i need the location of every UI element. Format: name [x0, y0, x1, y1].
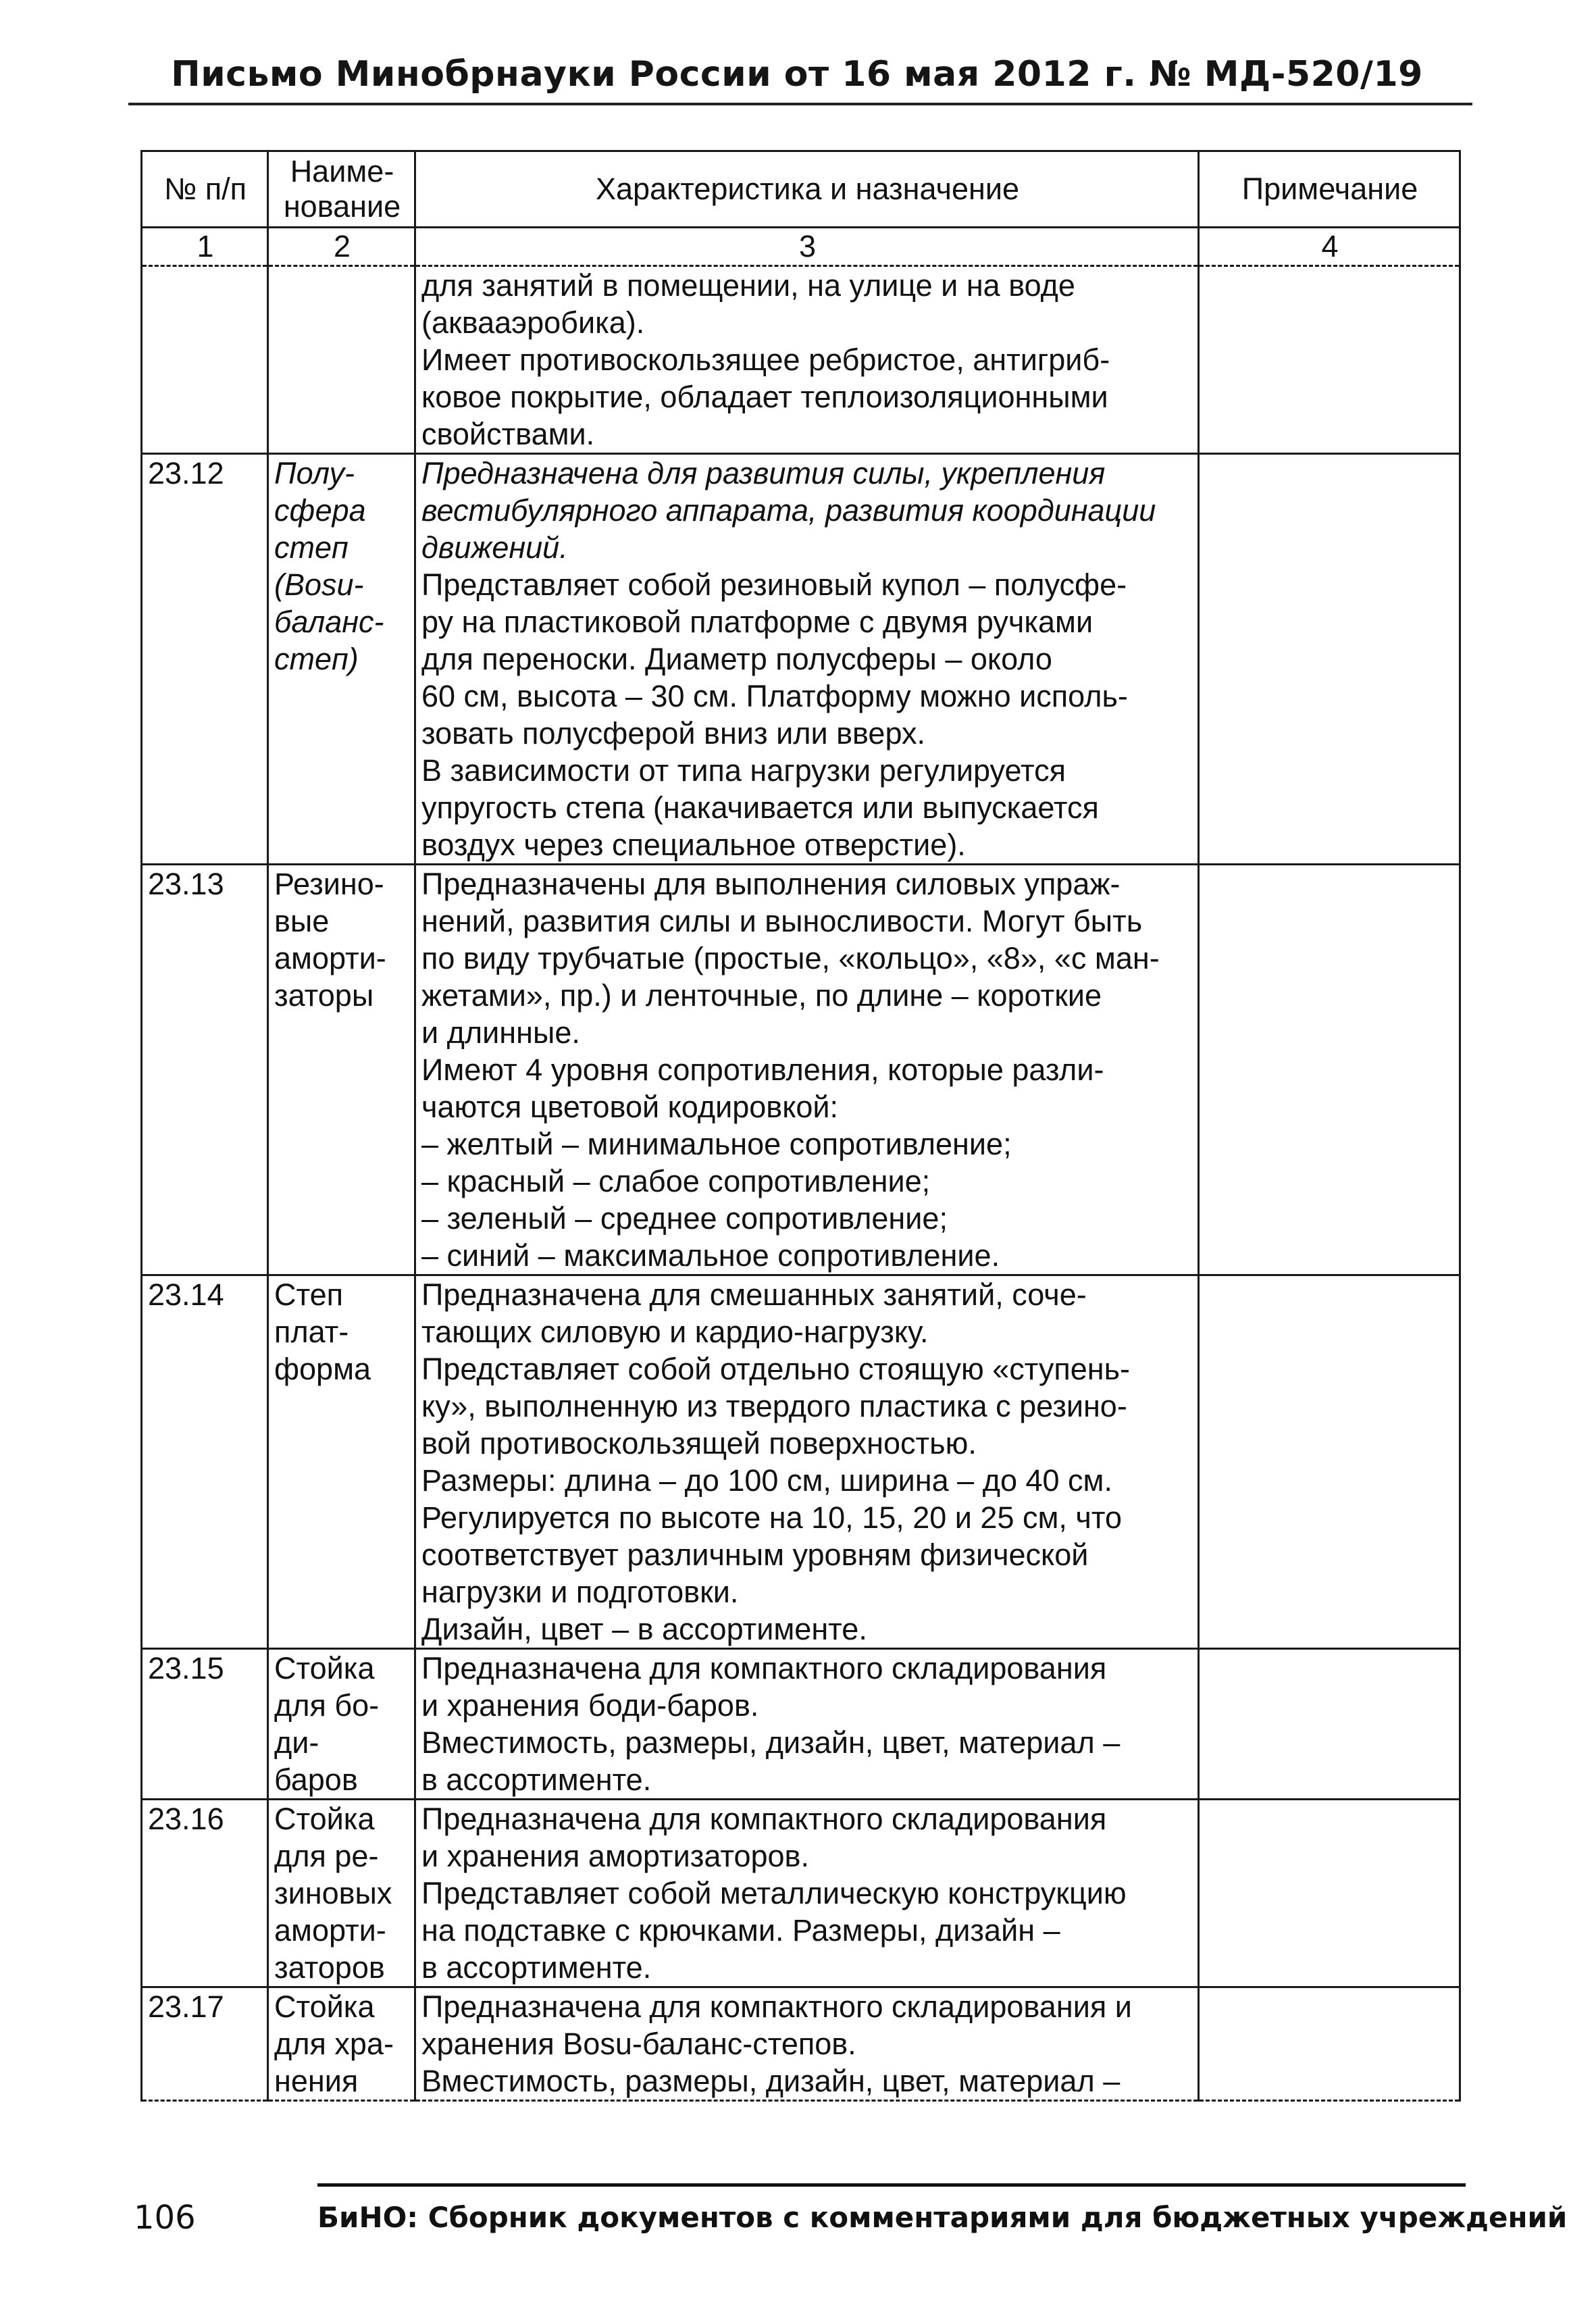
table-row [142, 1275, 1460, 1649]
row-description-cell [415, 1649, 1199, 1800]
row-number-cell: 23.15 [142, 1649, 268, 1800]
text-line: на подставке с крючками. Размеры, дизайн – [421, 1913, 1060, 1948]
page-number: 106 [134, 2199, 196, 2237]
row-note-cell [1199, 865, 1460, 1275]
text-line: вой противоскользящей поверхностью. [421, 1426, 977, 1460]
text-line: ру на пластиковой платформе с двумя ручками [421, 605, 1093, 639]
column-numbering-row [142, 228, 1460, 266]
text-line: для переноски. Диаметр полусферы – около [421, 642, 1052, 676]
text-line: заторы [274, 978, 374, 1013]
text-line: для занятий в помещении, на улице и на воде [421, 268, 1075, 303]
text-line: (Bosu- [274, 567, 364, 602]
text-line: Представляет собой резиновый купол – полусфе- [421, 567, 1127, 602]
text-line: Вместимость, размеры, дизайн, цвет, материал – [421, 2064, 1121, 2098]
text-line: в ассортименте. [421, 1950, 652, 1985]
text-line: – синий – максимальное сопротивление. [421, 1238, 1000, 1273]
text-line: чаются цветовой кодировкой: [421, 1090, 839, 1124]
text-line: нений, развития силы и выносливости. Могут быть [421, 904, 1143, 938]
text-line: нагрузки и подготовки. [421, 1575, 739, 1609]
row-note-cell [1199, 1987, 1460, 2101]
text-line: для хра- [274, 2027, 394, 2061]
column-header-name [268, 151, 415, 228]
text-line: упругость степа (накачивается или выпускается [421, 790, 1099, 825]
text-line: Вместимость, размеры, дизайн, цвет, материал – [421, 1725, 1121, 1760]
row-note-cell [1199, 266, 1460, 454]
row-name-cell [268, 266, 415, 454]
text-line: зиновых [274, 1876, 392, 1910]
text-line: Предназначена для компактного складирования [421, 1802, 1107, 1836]
footer-title: БиНО: Сборник документов с комментариями для бюджетных учреждений [317, 2201, 1568, 2234]
row-note-cell [1199, 1649, 1460, 1800]
row-description-cell [415, 454, 1199, 865]
column-header-name-line: нование [283, 189, 401, 224]
row-number-cell: 23.12 [142, 454, 268, 865]
row-number-cell: 23.14 [142, 1275, 268, 1649]
text-line: ковое покрытие, обладает теплоизоляционными [421, 380, 1108, 414]
row-name-cell [268, 865, 415, 1275]
text-line: Размеры: длина – до 100 см, ширина – до 40 см. [421, 1463, 1112, 1498]
text-line: Предназначена для развития силы, укрепления [421, 456, 1106, 490]
row-description-cell [415, 1800, 1199, 1987]
text-line: Предназначена для компактного складирования [421, 1651, 1107, 1685]
row-description-cell [415, 1987, 1199, 2101]
text-line: соответствует различным уровням физической [421, 1537, 1089, 1572]
text-line: хранения Bosu-баланс-степов. [421, 2027, 856, 2061]
text-line: плат- [274, 1315, 349, 1349]
text-line: Степ [274, 1277, 343, 1312]
text-line: аморти- [274, 941, 386, 975]
column-header-description: Характеристика и назначение [415, 151, 1199, 228]
text-line: баров [274, 1762, 358, 1797]
text-line: свойствами. [421, 417, 595, 451]
row-name-cell [268, 454, 415, 865]
text-line: – желтый – минимальное сопротивление; [421, 1127, 1012, 1161]
column-number: 2 [268, 228, 415, 266]
text-line: ди- [274, 1725, 319, 1760]
continuation-row [142, 266, 1460, 454]
table-row [142, 454, 1460, 865]
text-line: жетами», пр.) и ленточные, по длине – короткие [421, 978, 1102, 1013]
column-number: 1 [142, 228, 268, 266]
text-line: нения [274, 2064, 359, 2098]
footer-rule [317, 2183, 1466, 2187]
text-line: Стойка [274, 1989, 375, 2024]
row-number-cell: 23.13 [142, 865, 268, 1275]
text-line: Стойка [274, 1651, 375, 1685]
text-line: в ассортименте. [421, 1762, 652, 1797]
row-name-cell [268, 1987, 415, 2101]
text-line: вестибулярного аппарата, развития координации [421, 493, 1156, 528]
row-note-cell [1199, 1275, 1460, 1649]
text-line: Имеют 4 уровня сопротивления, которые разли- [421, 1052, 1104, 1087]
text-line: и длинные. [421, 1015, 580, 1050]
text-line: форма [274, 1352, 371, 1386]
row-description-cell [415, 865, 1199, 1275]
text-line: сфера [274, 493, 366, 528]
row-description-cell [415, 266, 1199, 454]
text-line: Предназначена для компактного складирования и [421, 1989, 1132, 2024]
row-note-cell [1199, 454, 1460, 865]
text-line: Предназначены для выполнения силовых упраж- [421, 867, 1121, 901]
text-line: и хранения боди-баров. [421, 1688, 759, 1723]
row-name-cell [268, 1649, 415, 1800]
column-number: 3 [415, 228, 1199, 266]
row-note-cell [1199, 1800, 1460, 1987]
header-rule [128, 103, 1472, 105]
text-line: Предназначена для смешанных занятий, соче- [421, 1277, 1087, 1312]
text-line: Имеет противоскользящее ребристое, антигриб- [421, 342, 1110, 377]
text-line: для бо- [274, 1688, 380, 1723]
column-header-note: Примечание [1199, 151, 1460, 228]
table-row [142, 1987, 1460, 2101]
text-line: аморти- [274, 1913, 386, 1948]
text-line: степ [274, 530, 349, 565]
text-line: воздух через специальное отверстие). [421, 828, 966, 862]
table-row [142, 1800, 1460, 1987]
text-line: и хранения амортизаторов. [421, 1839, 809, 1873]
text-line: Стойка [274, 1802, 375, 1836]
text-line: Представляет собой металлическую конструкцию [421, 1876, 1127, 1910]
column-header-number: № п/п [142, 151, 268, 228]
text-line: движений. [421, 530, 568, 565]
text-line: (аквааэробика). [421, 305, 645, 340]
row-number-cell: 23.16 [142, 1800, 268, 1987]
text-line: – зеленый – среднее сопротивление; [421, 1201, 948, 1236]
row-description-cell [415, 1275, 1199, 1649]
table-row [142, 865, 1460, 1275]
text-line: В зависимости от типа нагрузки регулируется [421, 753, 1066, 788]
text-line: – красный – слабое сопротивление; [421, 1164, 931, 1198]
text-line: ку», выполненную из твердого пластика с резино- [421, 1389, 1127, 1423]
column-header-name-line: Наиме- [290, 154, 394, 188]
text-line: Полу- [274, 456, 355, 490]
text-line: по виду трубчатые (простые, «кольцо», «8», «с ман- [421, 941, 1160, 975]
text-line: Представляет собой отдельно стоящую «ступень- [421, 1352, 1131, 1386]
text-line: для ре- [274, 1839, 379, 1873]
text-line: вые [274, 904, 330, 938]
table-header-row [142, 151, 1460, 228]
row-number-cell [142, 266, 268, 454]
text-line: Резино- [274, 867, 384, 901]
text-line: тающих силовую и кардио-нагрузку. [421, 1315, 929, 1349]
text-line: Регулируется по высоте на 10, 15, 20 и 25 см, что [421, 1500, 1122, 1535]
text-line: зовать полусферой вниз или вверх. [421, 716, 925, 751]
row-name-cell [268, 1800, 415, 1987]
text-line: степ) [274, 642, 359, 676]
text-line: заторов [274, 1950, 385, 1985]
table-row [142, 1649, 1460, 1800]
column-number: 4 [1199, 228, 1460, 266]
text-line: Дизайн, цвет – в ассортименте. [421, 1612, 867, 1646]
row-number-cell: 23.17 [142, 1987, 268, 2101]
row-name-cell [268, 1275, 415, 1649]
text-line: баланс- [274, 605, 384, 639]
running-head-title: Письмо Минобрнауки России от 16 мая 2012 г. № МД-520/19 [171, 54, 1423, 95]
equipment-table [140, 150, 1461, 2102]
text-line: 60 см, высота – 30 см. Платформу можно исполь- [421, 679, 1128, 713]
